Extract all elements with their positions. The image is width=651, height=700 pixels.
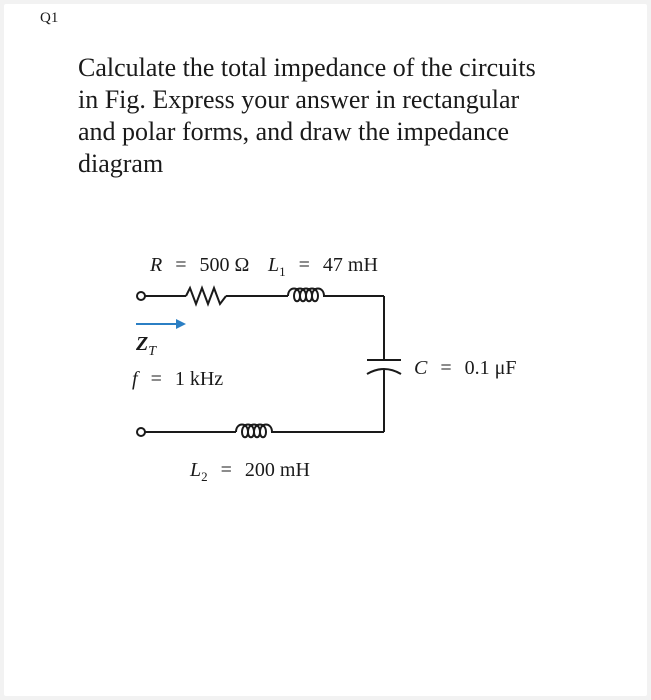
bottom-terminal (137, 428, 145, 436)
resistor-zigzag (186, 288, 226, 304)
bottom-branch (137, 425, 384, 438)
capacitor-label: C = 0.1 μF (414, 357, 517, 379)
inductor2-label: $L_2$ = 200 mH (190, 459, 310, 484)
inductor1-label: $L_1$ = 47 mH (268, 254, 378, 279)
impedance-label: $Z_T$ (136, 333, 157, 359)
question-line: and polar forms, and draw the impedance (78, 117, 510, 146)
inductor2-coil (236, 425, 280, 438)
question-line: Calculate the total impedance of the circuits (78, 53, 536, 82)
resistor-label: R = 500 Ω (150, 254, 250, 276)
question-line: diagram (78, 149, 164, 178)
frequency-label: f = 1 kHz (132, 368, 224, 390)
question-number: Q1 (40, 10, 59, 26)
question-line: in Fig. Express your answer in rectangular (78, 85, 520, 114)
top-terminal (137, 292, 145, 300)
inductor1-coil (288, 289, 330, 302)
capacitor-symbol (367, 360, 401, 432)
impedance-arrow (136, 319, 186, 329)
